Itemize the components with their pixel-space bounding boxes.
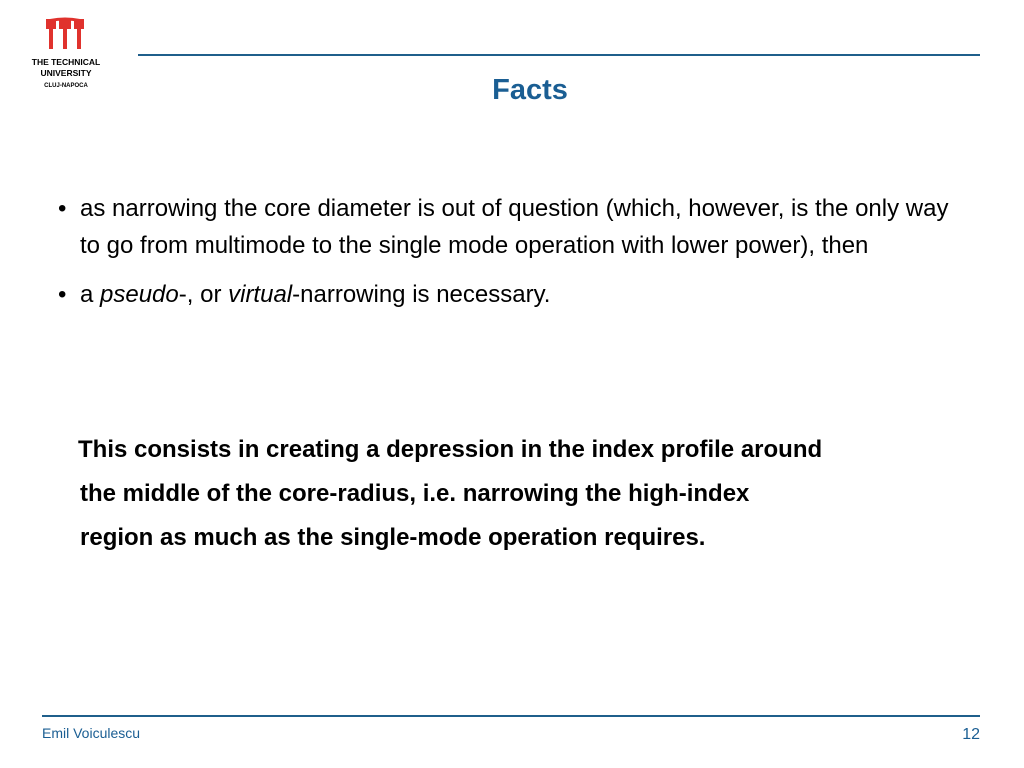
logo-text-line-3: CLUJ-NAPOCA — [44, 83, 88, 89]
bullet-marker: • — [58, 281, 67, 308]
university-emblem-icon — [44, 16, 86, 52]
footer-author: Emil Voiculescu — [42, 725, 141, 741]
bullet-text-middle: -, or — [178, 281, 229, 308]
header-divider — [138, 54, 980, 56]
slide-title: Facts — [492, 74, 568, 106]
bullet-list — [58, 190, 958, 325]
bullet-text-start: a — [80, 281, 101, 308]
bullet-text-end: -narrowing is necessary. — [292, 281, 551, 308]
emphasis-pseudo: pseudo — [100, 281, 179, 308]
bullet-text: as narrowing the core diameter is out of question (which, however, is the only way to go from multimode to the single mode operation with lower power), then — [80, 195, 949, 259]
paragraph-line: the middle of the core-radius, i.e. narrowing the high-index — [80, 480, 750, 507]
emphasis-virtual: virtual — [228, 281, 293, 308]
bullet-marker: • — [58, 195, 67, 222]
paragraph-line: region as much as the single-mode operation requires. — [80, 524, 706, 551]
bullet-item — [58, 190, 958, 264]
paragraph-line: This consists in creating a depression in the index profile around — [78, 436, 823, 463]
bullet-item — [58, 276, 958, 313]
university-logo — [14, 14, 118, 94]
summary-paragraph — [78, 428, 978, 560]
page-number: 12 — [962, 726, 980, 743]
footer-divider — [42, 715, 980, 717]
logo-text-line-2: UNIVERSITY — [40, 68, 92, 78]
logo-text-line-1: THE TECHNICAL — [31, 57, 101, 67]
